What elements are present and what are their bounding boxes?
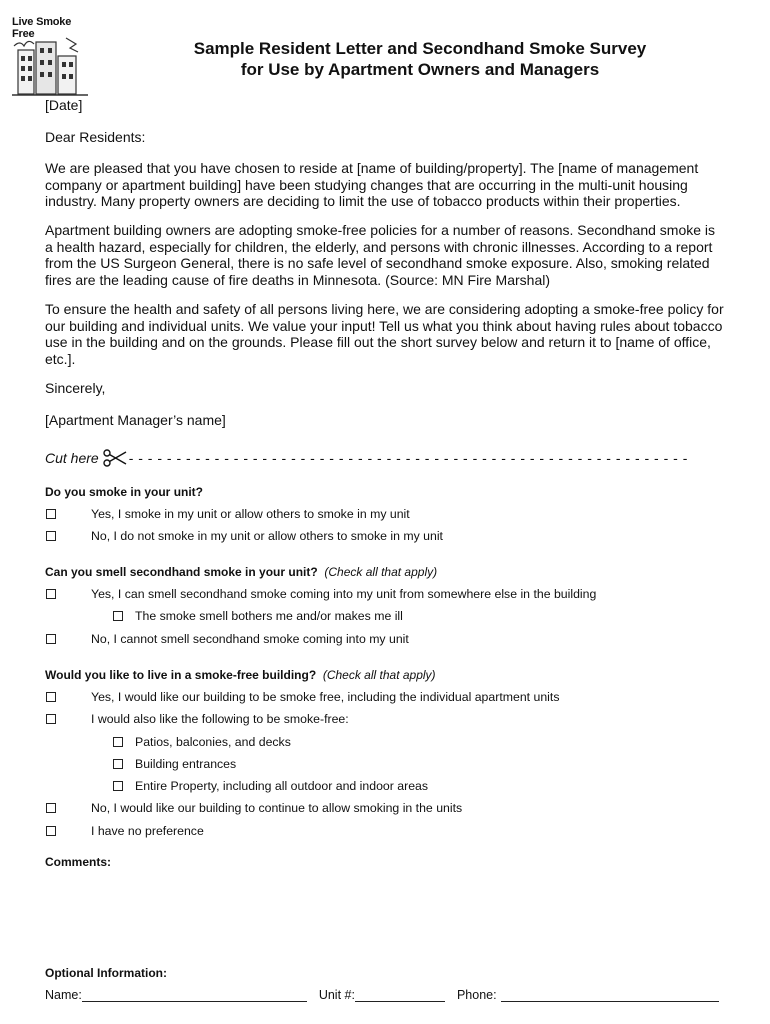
phone-label: Phone: bbox=[456, 988, 497, 1002]
q3-option-no-preference[interactable] bbox=[45, 824, 204, 838]
scissors-icon bbox=[103, 448, 127, 468]
option-label: Building entrances bbox=[135, 757, 237, 771]
question-3-text: Would you like to live in a smoke-free building? bbox=[45, 668, 317, 682]
page-title bbox=[120, 38, 720, 80]
letter-paragraph-1: We are pleased that you have chosen to reside at [name of building/property]. The [name of management company or apartment building] have been studying changes that are occurring in the multi-unit housing industry. Many property owners are deciding to limit the use of tobacco products within their properties. bbox=[45, 160, 699, 210]
cut-label: Cut here bbox=[45, 450, 99, 466]
question-2 bbox=[45, 565, 437, 579]
letter-date: [Date] bbox=[45, 97, 83, 113]
letter-paragraph-2: Apartment building owners are adopting smoke-free policies for a number of reasons. Secondhand smoke is a health hazard, especially for children, the elderly, and persons with chronic illnesses. According to a report from the US Surgeon General, there is no safe level of secondhand smoke exposure. Also, smoking related fires are the leading cause of fire deaths in Minnesota. (Source: MN Fire Marshal) bbox=[45, 222, 716, 288]
option-label: I would also like the following to be smoke-free: bbox=[91, 712, 349, 726]
q3-sub-option-entire-property[interactable] bbox=[113, 779, 428, 793]
checkbox[interactable] bbox=[46, 803, 56, 813]
question-3 bbox=[45, 668, 436, 682]
q2-option-yes[interactable] bbox=[45, 587, 596, 601]
unit-label: Unit #: bbox=[318, 988, 355, 1002]
option-label: No, I do not smoke in my unit or allow others to smoke in my unit bbox=[91, 529, 443, 543]
q3-sub-option-patios[interactable] bbox=[113, 735, 291, 749]
q3-sub-option-entrances[interactable] bbox=[113, 757, 236, 771]
q2-option-no[interactable] bbox=[45, 632, 409, 646]
checkbox[interactable] bbox=[46, 826, 56, 836]
checkbox[interactable] bbox=[46, 589, 56, 599]
option-label: No, I cannot smell secondhand smoke coming into my unit bbox=[91, 632, 409, 646]
option-label: Yes, I smoke in my unit or allow others to smoke in my unit bbox=[91, 507, 410, 521]
checkbox[interactable] bbox=[46, 531, 56, 541]
q1-option-yes[interactable] bbox=[45, 507, 410, 521]
name-field[interactable] bbox=[82, 989, 307, 1002]
option-label: No, I would like our building to continue to allow smoking in the units bbox=[91, 801, 463, 815]
letter-paragraph-3: To ensure the health and safety of all persons living here, we are considering adopting a smoke-free policy for our building and individual units. We value your input! Tell us what you think about having rules about tobacco use in the building and on the grounds. Please fill out the short survey below and return it to [name of office, etc.]. bbox=[45, 301, 724, 367]
question-2-hint: (Check all that apply) bbox=[324, 565, 438, 579]
title-line-1: Sample Resident Letter and Secondhand Smoke Survey bbox=[193, 39, 647, 58]
letter-salutation: Dear Residents: bbox=[45, 129, 146, 145]
q3-option-also[interactable] bbox=[45, 712, 349, 726]
option-label: Entire Property, including all outdoor and indoor areas bbox=[135, 779, 429, 793]
cut-dashes: - - - - - - - - - - - - - - - - - - - - - - - - - - - - - - - - - - - - - - - - - - - - - - - - - - - - - - - - - - - bbox=[128, 450, 688, 466]
option-label: Patios, balconies, and decks bbox=[135, 735, 291, 749]
letter-closing: Sincerely, bbox=[45, 380, 106, 396]
checkbox[interactable] bbox=[46, 714, 56, 724]
buildings-icon bbox=[6, 16, 96, 102]
checkbox[interactable] bbox=[113, 737, 123, 747]
unit-field[interactable] bbox=[355, 989, 445, 1002]
optional-info-label: Optional Information: bbox=[45, 966, 167, 980]
letter-signature: [Apartment Manager’s name] bbox=[45, 412, 226, 428]
checkbox[interactable] bbox=[113, 759, 123, 769]
q2-sub-option-bothers[interactable] bbox=[113, 609, 403, 623]
checkbox[interactable] bbox=[46, 509, 56, 519]
contact-fields bbox=[45, 988, 719, 1002]
question-1: Do you smoke in your unit? bbox=[45, 485, 204, 499]
option-label: Yes, I can smell secondhand smoke coming into my unit from somewhere else in the building bbox=[91, 587, 597, 601]
logo-text: Live Smoke Free bbox=[12, 16, 72, 40]
cut-line bbox=[45, 448, 745, 468]
q1-option-no[interactable] bbox=[45, 529, 443, 543]
option-label: I have no preference bbox=[91, 824, 204, 838]
name-label: Name: bbox=[45, 988, 82, 1002]
checkbox[interactable] bbox=[46, 634, 56, 644]
live-smoke-free-logo bbox=[6, 16, 96, 102]
checkbox[interactable] bbox=[46, 692, 56, 702]
q3-option-yes[interactable] bbox=[45, 690, 559, 704]
comments-label: Comments: bbox=[45, 855, 112, 869]
title-line-2: for Use by Apartment Owners and Managers bbox=[240, 60, 600, 79]
question-3-hint: (Check all that apply) bbox=[322, 668, 436, 682]
option-label: Yes, I would like our building to be smoke free, including the individual apartment units bbox=[91, 690, 560, 704]
checkbox[interactable] bbox=[113, 781, 123, 791]
phone-field[interactable] bbox=[501, 989, 719, 1002]
q3-option-no[interactable] bbox=[45, 801, 462, 815]
option-label: The smoke smell bothers me and/or makes me ill bbox=[135, 609, 403, 623]
question-2-text: Can you smell secondhand smoke in your unit? bbox=[45, 565, 318, 579]
checkbox[interactable] bbox=[113, 611, 123, 621]
